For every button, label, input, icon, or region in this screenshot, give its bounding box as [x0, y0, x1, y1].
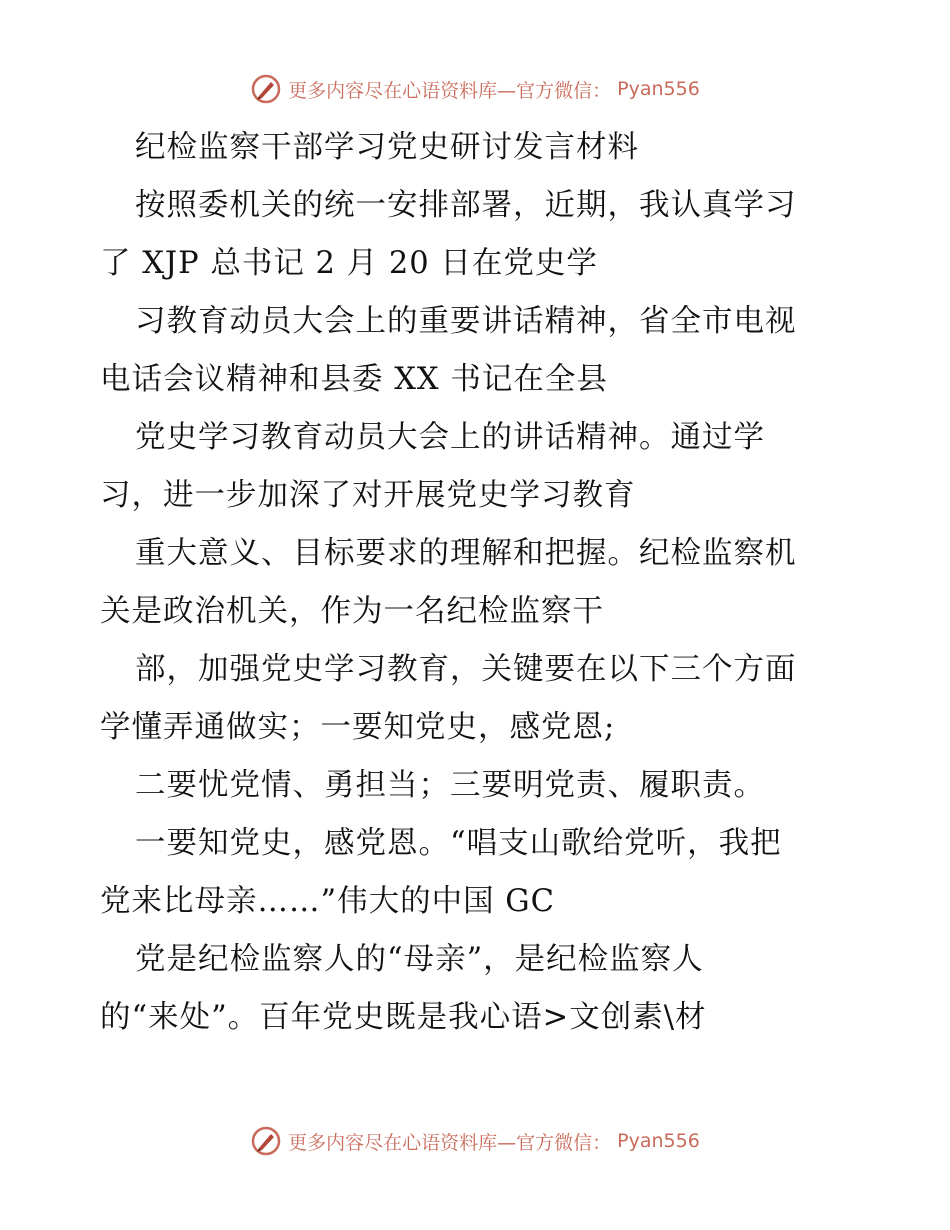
- paragraph-line: 了 XJP 总书记 2 月 20 日在党史学: [100, 246, 598, 281]
- paragraph-line: 学懂弄通做实；一要知党史，感党恩;: [100, 710, 616, 745]
- paragraph-line: 党史学习教育动员大会上的讲话精神。通过学: [135, 420, 765, 455]
- paragraph-line: 的“来处”。百年党史既是我心语>文创素\材: [100, 1000, 707, 1035]
- pen-circle-logo-icon: [250, 73, 282, 105]
- paragraph-line: 电话会议精神和县委 XX 书记在全县: [100, 362, 608, 397]
- paragraph-line: 习教育动员大会上的重要讲话精神，省全市电视: [135, 304, 797, 339]
- paragraph-line: 党来比母亲……”伟大的中国 GC: [100, 884, 555, 919]
- paragraph-line: 习，进一步加深了对开展党史学习教育: [100, 478, 636, 513]
- pen-circle-logo-icon: [250, 1125, 282, 1157]
- paragraph-line: 关是政治机关，作为一名纪检监察干: [100, 594, 604, 629]
- document-title: 纪检监察干部学习党史研讨发言材料: [135, 130, 639, 165]
- watermark-wechat-handle: Pyan556: [617, 1130, 700, 1152]
- paragraph-line: 部，加强党史学习教育，关键要在以下三个方面: [135, 652, 797, 687]
- watermark-wechat-handle: Pyan556: [617, 78, 700, 100]
- paragraph-line: 一要知党史，感党恩。“唱支山歌给党听，我把: [135, 826, 782, 861]
- watermark-text: 更多内容尽在心语资料库—官方微信：: [288, 1131, 612, 1154]
- paragraph-line: 重大意义、目标要求的理解和把握。纪检监察机: [135, 536, 797, 571]
- watermark-text: 更多内容尽在心语资料库—官方微信：: [288, 79, 612, 102]
- paragraph-line: 按照委机关的统一安排部署，近期，我认真学习: [135, 188, 797, 223]
- footer-watermark: [0, 1124, 950, 1158]
- header-watermark: [0, 72, 950, 106]
- paragraph-line: 二要忧党情、勇担当；三要明党责、履职责。: [135, 768, 765, 803]
- paragraph-line: 党是纪检监察人的“母亲”，是纪检监察人: [135, 942, 704, 977]
